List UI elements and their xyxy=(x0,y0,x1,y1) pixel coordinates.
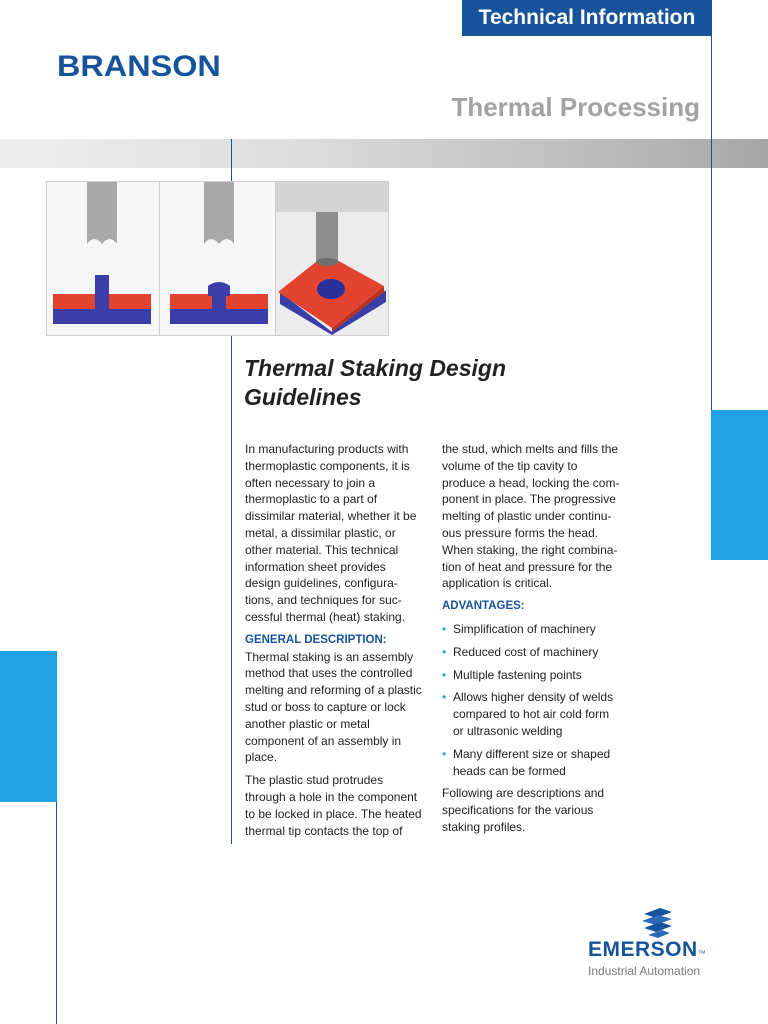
continued-paragraph: the stud, which melts and fills the volume of the tip cavity to produce a head, locking the com-ponent in place. The progressive melting of plastic under continu-ous pressure forms the head. When staking, the right combina-tion of heat and pressure for the application is critical. xyxy=(442,442,620,591)
divider-line-left xyxy=(56,802,57,1024)
text-column-2 xyxy=(442,441,622,842)
general-description-paragraph: Thermal staking is an assembly method that uses the controlled melting and reforming of a plastic stud or boss to capture or lock another plastic or metal component of an assembly in place. xyxy=(245,649,422,765)
plastic-stud xyxy=(317,279,345,299)
divider-line-right xyxy=(711,36,712,410)
emerson-wordmark: EMERSON™ xyxy=(588,938,707,961)
technical-information-tag: Technical Information xyxy=(462,0,712,36)
staking-figure-formed xyxy=(160,182,275,335)
staking-figure-3d xyxy=(276,182,388,335)
text-column-1 xyxy=(245,441,423,845)
header-gradient-band xyxy=(0,139,768,168)
emerson-division: Industrial Automation xyxy=(588,964,701,978)
emerson-globe-icon xyxy=(638,900,678,940)
intro-paragraph: In manufacturing products with thermoplastic components, it is often necessary to join a thermoplastic to a part of dissimilar material, whether it be metal, a dissimilar plastic, or other material. This technical information sheet provides design guidelines, configura-tions, and techniques for suc-cessful thermal (heat) staking. xyxy=(245,442,417,624)
staking-illustrations xyxy=(46,181,389,336)
advantages-heading: ADVANTAGES: xyxy=(442,600,525,613)
list-item: • Many different size or shaped heads can be formed xyxy=(442,746,611,778)
base-part xyxy=(170,309,268,324)
thermal-tip xyxy=(87,182,117,244)
list-item: • Simplification of machinery xyxy=(442,621,596,636)
base-part xyxy=(53,309,151,324)
thermal-tip xyxy=(204,182,234,244)
accent-block-right xyxy=(711,410,768,560)
general-description-heading: GENERAL DESCRIPTION: xyxy=(245,633,387,646)
accent-block-left xyxy=(0,651,57,802)
thermal-tip xyxy=(316,212,338,262)
list-item: • Multiple fastening points xyxy=(442,667,582,682)
branson-logo: BRANSON xyxy=(57,50,221,83)
page-subtitle: Thermal Processing xyxy=(451,92,700,122)
list-item: • Reduced cost of machinery xyxy=(442,644,599,659)
advantages-list xyxy=(442,621,622,779)
article-title: Thermal Staking Design Guidelines xyxy=(244,355,507,410)
list-item: • Allows higher density of welds compared to hot air cold form or ultrasonic welding xyxy=(442,690,614,738)
stud-paragraph: The plastic stud protrudes through a hole in the component to be locked in place. The heated thermal tip contacts the top of xyxy=(245,773,422,838)
plastic-stud xyxy=(95,275,109,297)
staking-figure-before xyxy=(47,182,159,335)
closing-paragraph: Following are descriptions and specifications for the various staking profiles. xyxy=(442,786,605,834)
formed-head xyxy=(208,282,230,296)
